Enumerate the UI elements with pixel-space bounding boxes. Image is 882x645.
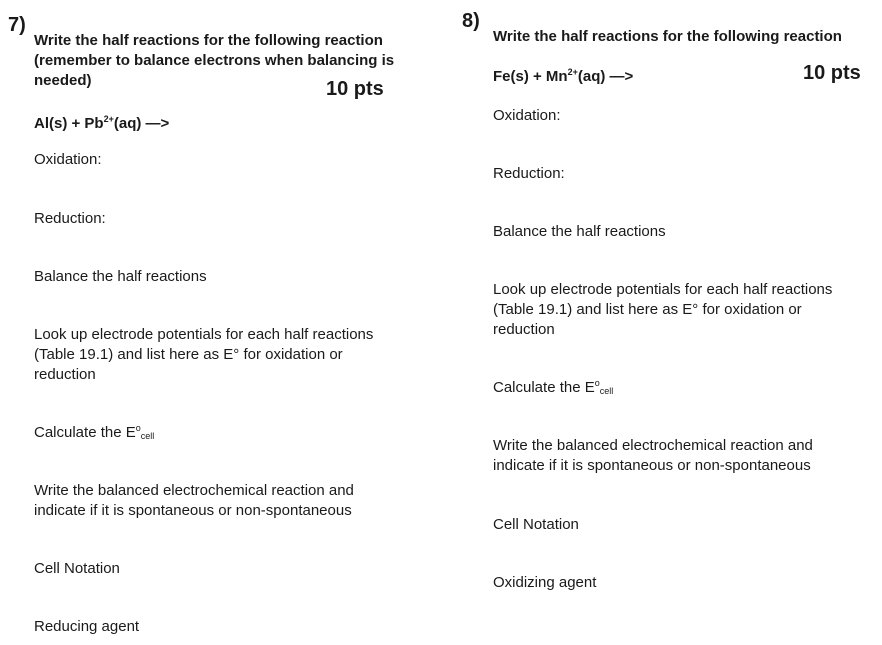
q7-balance: Balance the half reactions: [34, 268, 207, 285]
q7-cell-notation: Cell Notation: [34, 560, 120, 577]
q8-balanced-line-2: indicate if it is spontaneous or non-spontaneous: [493, 457, 811, 474]
q8-lookup-line-1: Look up electrode potentials for each half reactions: [493, 281, 833, 298]
q8-reaction-left: Fe(s) + Mn: [493, 68, 568, 85]
q8-instruction: Write the half reactions for the following reaction: [493, 28, 842, 45]
q7-reaction-right: (aq) —>: [113, 115, 170, 132]
q8-calculate-sup: o: [594, 378, 600, 388]
q8-balance: Balance the half reactions: [493, 223, 666, 240]
q8-calculate-sub: cell: [599, 386, 614, 396]
q8-cell-notation: Cell Notation: [493, 516, 579, 533]
q8-reduction: Reduction:: [493, 165, 565, 182]
q7-agent: Reducing agent: [34, 618, 140, 635]
q7-instruction-line-3: needed): [34, 72, 92, 89]
q7-reaction-charge: 2+: [103, 114, 114, 124]
q7-balanced-line-2: indicate if it is spontaneous or non-spontaneous: [34, 502, 352, 519]
q7-lookup-line-1: Look up electrode potentials for each half reactions: [34, 326, 374, 343]
q8-reaction-right: (aq) —>: [577, 68, 634, 85]
q7-reaction: [34, 114, 169, 134]
q8-reaction-charge: 2+: [567, 67, 578, 77]
q7-points: 10 pts: [326, 78, 384, 100]
q8-oxidation: Oxidation:: [493, 107, 561, 124]
q7-oxidation: Oxidation:: [34, 151, 102, 168]
q7-instruction-line-1: Write the half reactions for the following reaction: [34, 32, 383, 49]
q8-points: 10 pts: [803, 62, 861, 84]
q7-lookup: [34, 325, 373, 385]
q7-lookup-line-3: reduction: [34, 366, 96, 383]
q8-lookup-line-3: reduction: [493, 321, 555, 338]
q7-balanced-reaction: [34, 481, 354, 521]
q7-calculate-sup: o: [135, 423, 141, 433]
q7-instruction-line-2: (remember to balance electrons when balancing is: [34, 52, 395, 69]
q7-reduction: Reduction:: [34, 210, 106, 227]
q8-lookup-line-2: (Table 19.1) and list here as E° for oxidation or: [493, 301, 802, 318]
q7-calculate-sub: cell: [140, 431, 155, 441]
q8-calculate-prefix: Calculate the E: [493, 379, 595, 396]
q7-reaction-left: Al(s) + Pb: [34, 115, 104, 132]
q8-reaction: [493, 67, 633, 87]
q7-balanced-line-1: Write the balanced electrochemical reaction and: [34, 482, 354, 499]
q8-balanced-line-1: Write the balanced electrochemical reaction and: [493, 437, 813, 454]
q7-calculate: [34, 423, 154, 443]
q7-number: 7): [8, 14, 26, 36]
q8-number: 8): [462, 10, 480, 32]
q8-lookup: [493, 280, 832, 340]
q8-calculate: [493, 378, 613, 398]
q7-calculate-prefix: Calculate the E: [34, 424, 136, 441]
q8-agent: Oxidizing agent: [493, 574, 597, 591]
q7-lookup-line-2: (Table 19.1) and list here as E° for oxidation or: [34, 346, 343, 363]
q8-balanced-reaction: [493, 436, 813, 476]
